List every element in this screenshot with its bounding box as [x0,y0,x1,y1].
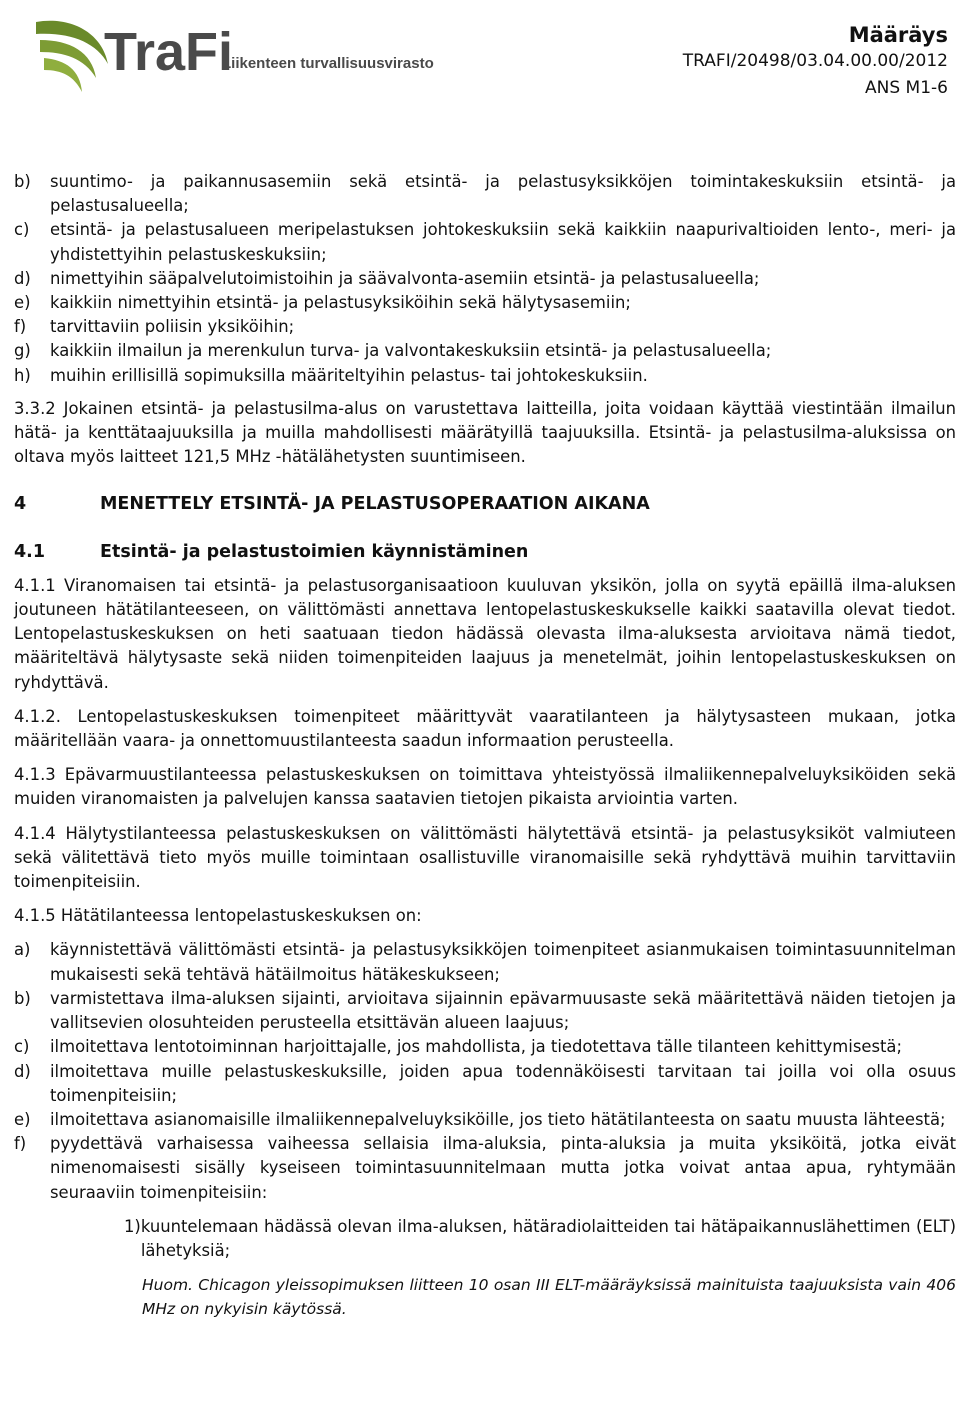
doc-number: TRAFI/20498/03.04.00.00/2012 [682,51,948,71]
list-item: c) ilmoitettava lentotoiminnan harjoittajalle, jos mahdollista, ja tiedotettava tälle tilanteen kehittymisestä; [14,1037,902,1057]
list-item: f) tarvittaviin poliisin yksiköihin; [14,317,295,337]
trafi-swoosh-icon [36,21,108,92]
doc-code: ANS M1-6 [865,78,948,98]
list-item: c) etsintä- ja pelastusalueen meripelastuksen johtokeskuksiin sekä kaikkiin naapurivaltioiden lento-, meri- ja yhdistettyihin pelastuskeskuksiin; [14,220,956,264]
list-item: a) käynnistettävä välittömästi etsintä- ja pelastusyksikköjen toimenpiteet asianmukaisen toimintasuunnitelman mukaisesti sekä tehtävä hätäilmoitus hätäkeskukseen; [14,940,956,984]
list-item: b) suuntimo- ja paikannusasemiin sekä etsintä- ja pelastusyksikköjen toimintakeskuksiin etsintä- ja pelastusalueella; [14,172,956,216]
paragraph-3-3-2: 3.3.2 Jokainen etsintä- ja pelastusilma-alus on varustettava laitteilla, joita voidaan käyttää viestintään ilmailun hätä- ja kenttätaajuuksilla ja muilla mahdollisesti määrätyillä taajuuksilla. Etsintä- ja pelastusilma-aluksissa on oltava myös laitteet 121,5 MHz -hätälähetysten suuntimiseen. [14,398,956,467]
doc-type: Määräys [848,23,948,47]
list-item: d) nimettyihin sääpalvelutoimistoihin ja säävalvonta-asemiin etsintä- ja pelastusalueella; [14,268,760,288]
paragraph-4-1-1: 4.1.1 Viranomaisen tai etsintä- ja pelastusorganisaatioon kuuluvan yksikön, jolla on syytä epäillä ilma-aluksen joutuneen hätätilanteeseen, on välittömästi annettava lentopelastuskeskukselle kaikki saatavilla olevat tiedot. Lentopelastuskeskuksen on heti saatuaan tiedon hädässä olevasta ilma-aluksesta arvioitava nämä tiedot, määriteltävä hälytysaste sekä niiden toimenpiteiden laajuus ja menetelmät, joihin lentopelastuskeskuksen on ryhdyttävä. [14,575,956,692]
document-header [683,22,948,102]
action-list [14,938,956,1204]
paragraph-4-1-5: 4.1.5 Hätätilanteessa lentopelastuskeskuksen on: [14,906,422,926]
list-item: e) kaikkiin nimettyihin etsintä- ja pelastusyksiköihin sekä hälytysasemiin; [14,293,631,313]
logo-brand: TraFi [104,22,234,82]
paragraph-4-1-4: 4.1.4 Hälytystilanteessa pelastuskeskuksen on välittömästi hälytettävä etsintä- ja pelastusyksiköt valmiuteen sekä välitettävä tieto myös muille toimintaan osallistuville viranomaisille sekä ryhdyttävä muihin tarvittaviin toimenpiteisiin. [14,823,956,892]
logo-agency: Liikenteen turvallisuusvirasto [222,55,434,72]
trafi-logo [30,12,470,102]
document-body [14,170,956,1321]
list-item: h) muihin erillisillä sopimuksilla määriteltyihin pelastus- tai johtokeskuksiin. [14,365,648,385]
paragraph-4-1-2: 4.1.2. Lentopelastuskeskuksen toimenpiteet määrittyvät vaaratilanteen ja hälytysasteen mukaan, jotka määritellään vaara- ja onnettomuustilanteesta saadun informaation perusteella. [14,706,956,751]
section-heading-4: 4 MENETTELY ETSINTÄ- JA PELASTUSOPERAATION AIKANA [14,494,650,515]
list-item: g) kaikkiin ilmailun ja merenkulun turva- ja valvontakeskuksiin etsintä- ja pelastusalueella; [14,341,772,361]
recipient-list [14,170,956,388]
list-item: d) ilmoitettava muille pelastuskeskuksille, joiden apua todennäköisesti tarvitaan tai joilla voi olla osuus toimenpiteisiin; [14,1061,956,1105]
list-item: b) varmistettava ilma-aluksen sijainti, arvioitava sijainnin epävarmuusaste sekä määritettävä näiden tietojen ja vallitsevien olosuhteiden perusteella etsittävän alueen laajuus; [14,988,956,1033]
list-item: f) pyydettävä varhaisessa vaiheessa sellaisia ilma-aluksia, pinta-aluksia ja muita yksiköitä, jotka eivät nimenomaisesti sisälly kyseiseen toimintasuunnitelmaan mutta jotka voivat antaa apua, ryhtymään seuraaviin toimenpiteisiin: [14,1134,956,1202]
paragraph-4-1-3: 4.1.3 Epävarmuustilanteessa pelastuskeskuksen on toimittava yhteistyössä ilmaliikennepalveluyksiköiden sekä muiden viranomaisten ja palvelujen kanssa saatavien tietojen pikaista arviointia varten. [14,765,956,809]
list-item: e) ilmoitettava asianomaisille ilmaliikennepalveluyksiköille, jos tieto hätätilanteesta on saatu muusta lähteestä; [14,1109,946,1129]
note: Huom. Chicagon yleissopimuksen liitteen 10 osan III ELT-määräyksissä mainituista taajuuksista vain 406 MHz on nykyisin käytössä. [142,1276,956,1319]
section-heading-4-1: 4.1 Etsintä- ja pelastustoimien käynnistäminen [14,541,529,562]
sub-list-item: 1) kuuntelemaan hädässä olevan ilma-aluksen, hätäradiolaitteiden tai hätäpaikannuslähettimen (ELT) lähetyksiä; [124,1216,956,1260]
